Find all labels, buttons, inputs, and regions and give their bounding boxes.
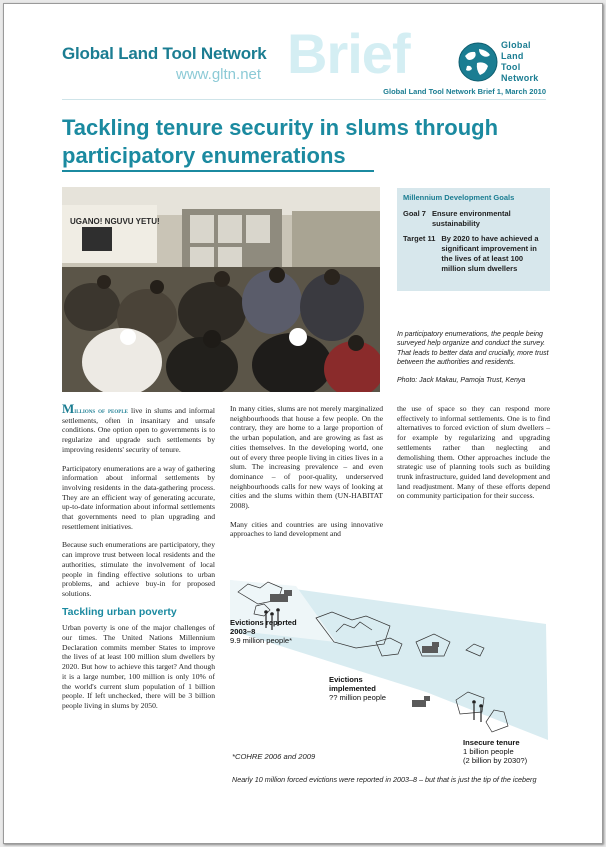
brief-number: Global Land Tool Network Brief 1, March 2010 <box>383 87 546 96</box>
logo-line-2: Land <box>501 51 524 61</box>
label-insecure-tenure-value: 1 billion people <box>463 747 514 756</box>
photo-credit: Photo: Jack Makau, Pamoja Trust, Kenya <box>397 376 526 384</box>
intro-rest: live in slums and informal settlements, often in insanitary and unsafe conditions. One option open to governments is to regularize and upgrade such settlements by improving residents' security of tenure. <box>62 406 215 454</box>
logo-line-1: Global <box>501 40 531 50</box>
label-evictions-reported-value: 9.9 million people* <box>230 636 293 645</box>
source-note: *COHRE 2006 and 2009 <box>232 752 316 761</box>
label-evictions-implemented <box>329 675 409 702</box>
mdg-box <box>397 188 550 291</box>
org-url[interactable]: www.gltn.net <box>176 66 262 83</box>
body-column-1 <box>62 401 215 720</box>
logo-line-4: Network <box>501 73 539 83</box>
org-name: Global Land Tool Network <box>62 44 267 63</box>
paragraph: Because such enumerations are participatory, they can improve trust between local residents and the authorities, stimulate the involvement of local people in finding effective solutions to urban problems, and achieve buy-in for proposed solutions. <box>62 540 215 598</box>
title-line-1: Tackling tenure security in slums through <box>62 115 499 140</box>
paragraph: Participatory enumerations are a way of gathering information about informal settlements by involving residents in the data-gathering process. They are an efficient way of generating accurate, up-to-date information about informal settlements that governments need to plan upgrading and resettlement initiatives. <box>62 463 215 531</box>
photo-banner-text: UGANO! NGUVU YETU! <box>70 217 160 226</box>
target-text: By 2020 to have achieved a significant improvement in the lives of at least 100 million slum dwellers <box>441 234 539 273</box>
label-evictions-reported-title: Evictions reported 2003–8 <box>230 618 297 636</box>
target-label: Target 11 <box>403 234 436 243</box>
title-underline <box>62 170 374 172</box>
globe-icon <box>457 41 499 83</box>
brief-page <box>3 3 603 844</box>
page-title <box>62 114 542 170</box>
title-line-2: participatory enumerations <box>62 143 346 168</box>
paragraph: Many cities and countries are using innovative approaches to land development and <box>230 519 383 539</box>
caption-text: In participatory enumerations, the people being surveyed help organize and conduct the survey. That leads to better data and crucially, more trust between the authorities and residents. <box>397 331 549 367</box>
intro-paragraph <box>62 401 215 455</box>
paragraph: the use of space so they can respond more effectively to informal settlements. One is to find alternatives to forced eviction of slum dwellers – for example by regularizing and upgrading settlements rather than neglecting and demolishing them. Other approaches include the strategic use of planning tools such as building trunk infrastructure, guided land development and land readjustment. Many of these efforts depend on community participation for their success. <box>397 404 550 501</box>
label-evictions-implemented-title: Evictions implemented <box>329 675 376 693</box>
label-evictions-reported <box>230 618 310 645</box>
section-heading: Tackling urban poverty <box>62 605 177 618</box>
label-insecure-tenure <box>463 738 549 765</box>
paragraph: In many cities, slums are not merely marginalized neighbourhoods that house a few people. On the contrary, they are home to a large proportion of the urban population, and are growing as fast as cities themselves. In the developing world, one out of every three people living in cities lives in a slum. The increasing prevalence – and even dominance – of poor-quality, underserved neighbourhoods calls for new ways of looking at cities and the slums within them (UN-HABITAT 2008). <box>230 404 383 511</box>
goal-text: Ensure environmental sustainability <box>431 209 511 228</box>
body-column-2 <box>230 404 383 548</box>
brief-wordmark: Brief <box>287 22 410 85</box>
paragraph: Urban poverty is one of the major challenges of our times. The United Nations Millennium Declaration commits member States to improve the lives of at least 100 million slum dwellers by 2020. But how to achieve this target? And though it is a large number, 100 million is only 10% of the world's current slum population of 1 billion people. If left unchecked, there will be 3 billion people living in slums by 2050. <box>62 623 215 710</box>
header-divider <box>62 99 546 100</box>
meeting-photo <box>62 187 380 392</box>
mdg-heading: Millennium Development Goals <box>403 193 515 202</box>
logo-text <box>501 40 571 84</box>
photo-caption <box>397 330 550 393</box>
label-evictions-implemented-value: ?? million people <box>329 693 386 702</box>
label-insecure-tenure-title: Insecure tenure <box>463 738 520 747</box>
lead-words: illions of people <box>74 406 129 415</box>
figure-caption: Nearly 10 million forced evictions were reported in 2003–8 – but that is just the tip of the iceberg <box>232 775 537 784</box>
body-column-3 <box>397 404 550 510</box>
logo-line-3: Tool <box>501 62 521 72</box>
dropcap: M <box>62 401 75 416</box>
label-insecure-tenure-note: (2 billion by 2030?) <box>463 756 528 765</box>
goal-label: Goal 7 <box>403 209 426 218</box>
